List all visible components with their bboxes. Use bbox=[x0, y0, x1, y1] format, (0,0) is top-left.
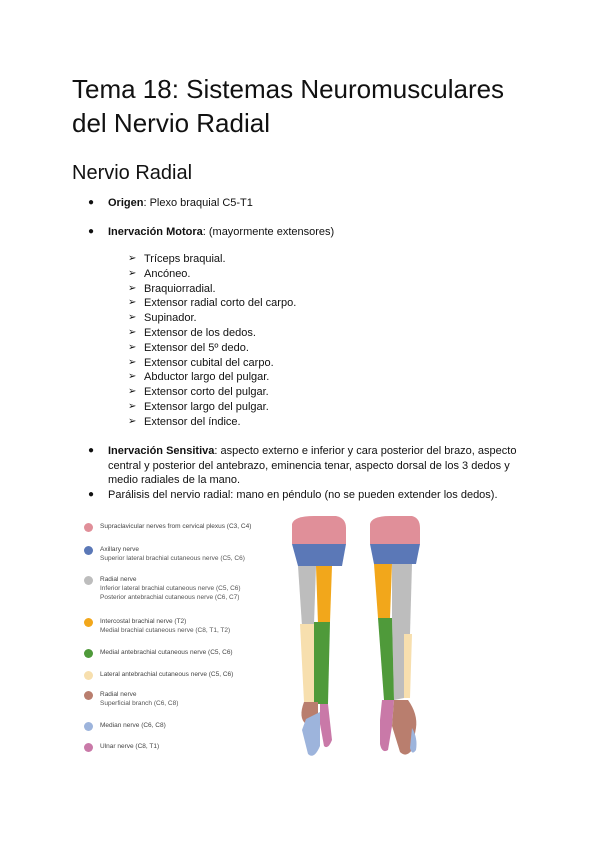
arm-dermatome-figure bbox=[284, 514, 434, 764]
section-heading: Nervio Radial bbox=[72, 162, 193, 184]
list-item: ➢ Extensor radial corto del carpo. bbox=[128, 297, 297, 310]
list-item: ➢ Extensor del índice. bbox=[128, 415, 241, 428]
ulnar-hand-region bbox=[380, 700, 394, 751]
arrow-icon: ➢ bbox=[128, 386, 137, 398]
arrow-icon: ➢ bbox=[128, 415, 137, 427]
legend-swatch bbox=[84, 649, 93, 658]
paralysis-text: Parálisis del nervio radial: mano en péndulo (no se pueden extender los dedos). bbox=[108, 489, 498, 501]
list-item: ➢ Extensor corto del pulgar. bbox=[128, 386, 269, 399]
origin-text: : Plexo braquial C5-T1 bbox=[143, 197, 253, 209]
sensory-text: : aspecto externo e inferior y cara posterior del brazo, aspecto central y posterior del antebrazo, eminencia tenar, aspecto dorsal de los 3 dedos y medio radiales de la mano. bbox=[108, 445, 517, 486]
arrow-icon: ➢ bbox=[128, 400, 137, 412]
bullet-dot: ● bbox=[88, 226, 95, 237]
axillary-region bbox=[292, 544, 346, 566]
posterior-arm-illustration bbox=[370, 516, 420, 755]
sensory-bullet bbox=[88, 444, 528, 488]
motor-bullet bbox=[88, 225, 335, 239]
arrow-icon: ➢ bbox=[128, 267, 137, 279]
medial-brachial-region bbox=[374, 564, 392, 618]
list-item: ➢ Tríceps braquial. bbox=[128, 253, 226, 265]
paralysis-bullet bbox=[88, 488, 538, 502]
motor-text: : (mayormente extensores) bbox=[202, 226, 335, 238]
lateral-antebrachial-region bbox=[404, 634, 412, 698]
list-item: ➢ Supinador. bbox=[128, 312, 197, 325]
lateral-antebrachial-region bbox=[300, 624, 314, 702]
arrow-icon: ➢ bbox=[128, 326, 137, 338]
legend-swatch bbox=[84, 546, 93, 555]
page-title: Tema 18: Sistemas Neuromusculares del Nervio Radial bbox=[72, 74, 505, 138]
list-item: ➢ Ancóneo. bbox=[128, 267, 191, 280]
list-item: ➢ Abductor largo del pulgar. bbox=[128, 371, 270, 384]
list-item: ➢ Extensor largo del pulgar. bbox=[128, 400, 269, 413]
medial-antebrachial-region bbox=[314, 622, 330, 704]
legend-swatch bbox=[84, 722, 93, 731]
origin-bullet bbox=[88, 196, 253, 210]
anterior-arm-illustration bbox=[292, 516, 346, 756]
arrow-icon: ➢ bbox=[128, 371, 137, 383]
origin-label: Origen bbox=[108, 197, 144, 209]
lateral-brachial-region bbox=[298, 566, 316, 626]
motor-label: Inervación Motora bbox=[108, 226, 203, 238]
list-item: ➢ Extensor del 5º dedo. bbox=[128, 341, 249, 354]
ulnar-hand-region bbox=[320, 704, 332, 747]
legend-swatch bbox=[84, 618, 93, 627]
legend-swatch bbox=[84, 671, 93, 680]
bullet-dot: ● bbox=[88, 489, 95, 500]
motor-muscle-list bbox=[128, 252, 296, 430]
arrow-icon: ➢ bbox=[128, 282, 137, 294]
list-item: ➢ Extensor cubital del carpo. bbox=[128, 356, 274, 369]
arrow-icon: ➢ bbox=[128, 356, 137, 368]
medial-brachial-region bbox=[316, 566, 332, 624]
arrow-icon: ➢ bbox=[128, 253, 137, 264]
arrow-icon: ➢ bbox=[128, 297, 137, 309]
list-item: ➢ Extensor de los dedos. bbox=[128, 326, 256, 339]
legend-swatch bbox=[84, 523, 93, 532]
legend-swatch bbox=[84, 743, 93, 752]
document-page: Tema 18: Sistemas Neuromusculares del Nervio Radial Nervio Radial ● Origen: Plexo braquial C5-T1 ● Inervación Motora: (mayormente extensores) ➢ Tríceps braquial. ➢ Ancóneo. ➢ Braquiorradial. ➢ Extensor radial corto del carpo. ➢ Supinador. ➢ Extensor de los dedos. ➢ Extensor del 5º dedo. ➢ Extensor cubital del carpo. ➢ Abductor largo del pulgar. ➢ Extensor corto del pulgar. ➢ Extensor largo del pulgar. ➢ Extensor del índice. ● Inervación Sensitiva: aspecto externo e inferior y cara posterior del brazo, aspecto central y posterior del antebrazo, eminencia tenar, aspecto dorsal de los 3 dedos y medio radiales de la mano. ● Parálisis del nervio radial: mano en péndulo (no se pueden extender los dedos). Supraclavicular nerves from cervical plexus (C3, C4) Axillary nerve Superior lateral brachial cutaneous nerve (C5, C6) Radial nerve Inferior lateral brachial cutaneous nerve (C5, C6) Posterior antebrachial cutaneous nerve (C6, C7) Intercostal brachial nerve (T2) Medial brachial cutaneous nerve (C8, T1, T2) Medial antebrachial cutaneous nerve (C5, C6) Lateral antebrachial cutaneous nerve (C5, C6) Radial nerve Superficial branch (C6, C8) Median nerve (C6, C8) Ulnar nerve (C8, T1) bbox=[0, 0, 600, 848]
bullet-dot: ● bbox=[88, 445, 95, 456]
supraclavicular-region bbox=[292, 516, 346, 544]
legend-swatch bbox=[84, 691, 93, 700]
arrow-icon: ➢ bbox=[128, 341, 137, 353]
legend-swatch bbox=[84, 576, 93, 585]
supraclavicular-region bbox=[370, 516, 420, 544]
medial-antebrachial-region bbox=[378, 618, 394, 700]
arrow-icon: ➢ bbox=[128, 312, 137, 324]
axillary-region bbox=[370, 544, 420, 564]
list-item: ➢ Braquiorradial. bbox=[128, 282, 216, 295]
bullet-dot: ● bbox=[88, 197, 95, 208]
sensory-label: Inervación Sensitiva bbox=[108, 445, 215, 457]
